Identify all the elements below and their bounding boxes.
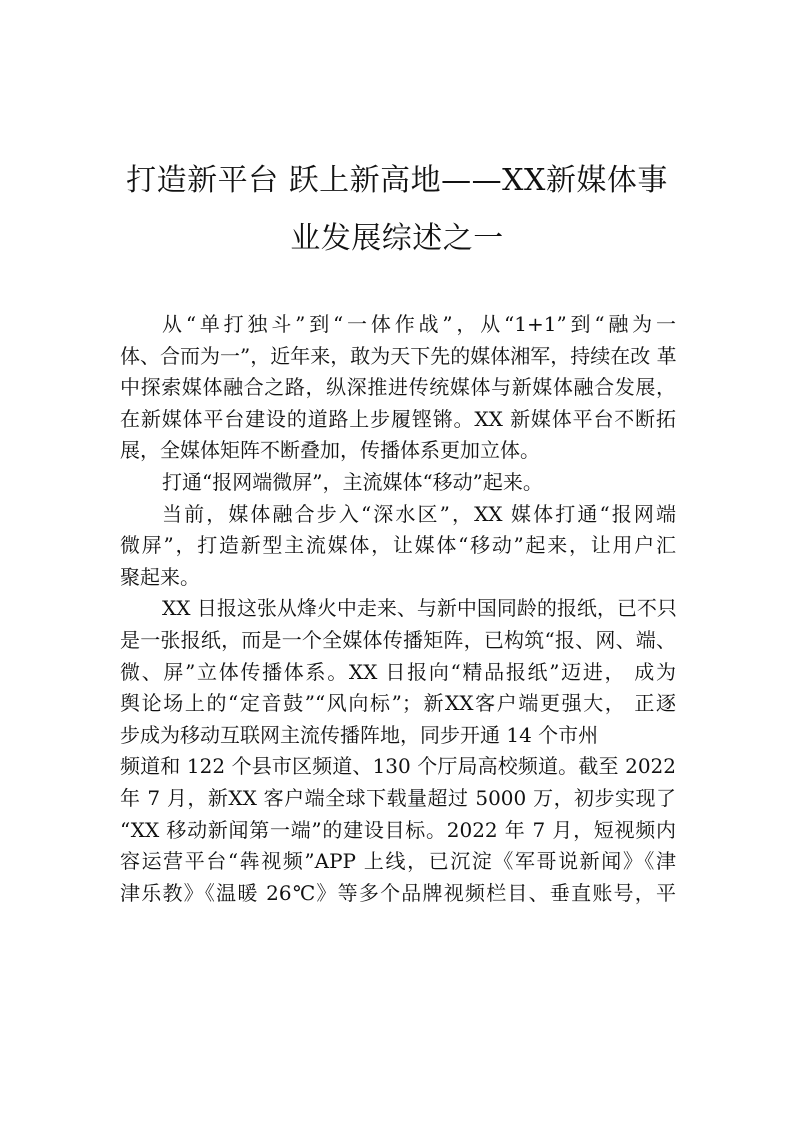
body-text-line: 频道和 122 个县市区频道、130 个厅局高校频道。截至 2022 [120,754,676,778]
body-text-line: 聚起来。 [120,565,200,589]
body-text-line: XX 日报这张从烽火中走来、与新中国同龄的报纸，已不只 [162,596,677,620]
body-text-line: 展，全媒体矩阵不断叠加，传播体系更加立体。 [120,438,540,462]
body-text-line: 年 7 月，新XX 客户端全球下载量超过 5000 万，初步实现了 [120,786,676,810]
body-text-line: 舆论场上的“定音鼓”“风向标”；新XX客户端更强大， 正逐 [120,691,676,715]
body-text-line: 微屏”，打造新型主流媒体，让媒体“移动”起来，让用户汇 [120,533,676,557]
body-text-line: “XX 移动新闻第一端”的建设目标。2022 年 7 月，短视频内 [120,818,676,842]
body-text-line: 体、合而为一”，近年来，敢为天下先的媒体湘军，持续在改 革 [120,344,677,368]
body-text-line: 当前，媒体融合步入“深水区”，XX 媒体打通“报网端 [162,502,676,526]
body-text-line: 从“单打独斗”到“一体作战”，从“1+1”到“融为一 [162,312,676,336]
body-text-line: 微、屏”立体传播体系。XX 日报向“精品报纸”迈进， 成为 [120,660,676,684]
body-text-line: 打通“报网端微屏”，主流媒体“移动”起来。 [162,470,543,494]
body-text-line: 津乐教》《温暖 26℃》等多个品牌视频栏目、垂直账号，平 [120,881,676,905]
article-title-line-2: 业发展综述之一 [290,221,504,256]
body-text-line: 是一张报纸，而是一个全媒体传播矩阵，已构筑“报、网、端、 [120,628,676,652]
body-text-line: 在新媒体平台建设的道路上步履铿锵。XX 新媒体平台不断拓 [120,407,676,431]
body-text-line: 容运营平台“犇视频”APP 上线，已沉淀《军哥说新闻》《津 [120,849,676,873]
body-text-line: 步成为移动互联网主流传播阵地，同步开通 14 个市州 [120,723,599,747]
article-title-line-1: 打造新平台 跃上新高地——XX新媒体事 [126,163,668,198]
body-text-line: 中探索媒体融合之路，纵深推进传统媒体与新媒体融合发展， [120,375,676,399]
